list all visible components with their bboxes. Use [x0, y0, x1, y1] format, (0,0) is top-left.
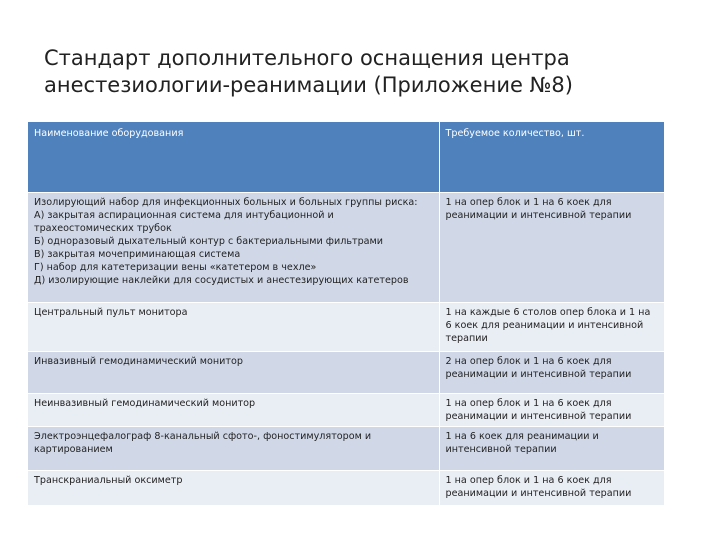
table-row: [28, 193, 664, 303]
quantity-cell: 1 на 6 коек для реанимации и интенсивной терапии: [439, 427, 664, 471]
equipment-line: Б) одноразовый дыхательный контур с бактериальными фильтрами: [34, 236, 384, 247]
quantity-cell: 1 на опер блок и 1 на 6 коек для реанимации и интенсивной терапии: [439, 471, 664, 506]
header-equipment-name: Наименование оборудования: [28, 122, 439, 193]
quantity-cell: 1 на опер блок и 1 на 6 коек для реанимации и интенсивной терапии: [439, 193, 664, 303]
equipment-name-cell: Инвазивный гемодинамический монитор: [28, 352, 439, 394]
quantity-cell: 2 на опер блок и 1 на 6 коек для реанимации и интенсивной терапии: [439, 352, 664, 394]
equipment-table: [28, 122, 664, 506]
slide-title-line-2: анестезиологии-реанимации (Приложение №8): [44, 73, 573, 97]
table-row: [28, 394, 664, 427]
equipment-name-cell: Центральный пульт монитора: [28, 303, 439, 352]
equipment-name-cell: Неинвазивный гемодинамический монитор: [28, 394, 439, 427]
equipment-line: Изолирующий набор для инфекционных больных и больных группы риска:: [34, 197, 418, 208]
equipment-line: Д) изолирующие наклейки для сосудистых и анестезирующих катетеров: [34, 275, 409, 286]
table-row: [28, 471, 664, 506]
table-header-row: [28, 122, 664, 193]
slide-title-line-1: Стандарт дополнительного оснащения центра: [44, 46, 570, 70]
table-row: [28, 352, 664, 394]
equipment-line: трахеостомических трубок: [34, 223, 172, 234]
equipment-line: Г) набор для катетеризации вены «катетером в чехле»: [34, 262, 317, 273]
table-row: [28, 303, 664, 352]
table-row: [28, 427, 664, 471]
equipment-name-cell: Электроэнцефалограф 8-канальный сфото-, фоностимулятором и картированием: [28, 427, 439, 471]
equipment-name-cell: Транскраниальный оксиметр: [28, 471, 439, 506]
equipment-line: А) закрытая аспирационная система для интубационной и: [34, 210, 334, 221]
equipment-name-cell: [28, 193, 439, 303]
slide-title: [44, 45, 684, 99]
quantity-cell: 1 на опер блок и 1 на 6 коек для реанимации и интенсивной терапии: [439, 394, 664, 427]
quantity-cell: 1 на каждые 6 столов опер блока и 1 на 6 коек для реанимации и интенсивной терапии: [439, 303, 664, 352]
equipment-line: В) закрытая мочеприминающая система: [34, 249, 241, 260]
header-required-quantity: Требуемое количество, шт.: [439, 122, 664, 193]
